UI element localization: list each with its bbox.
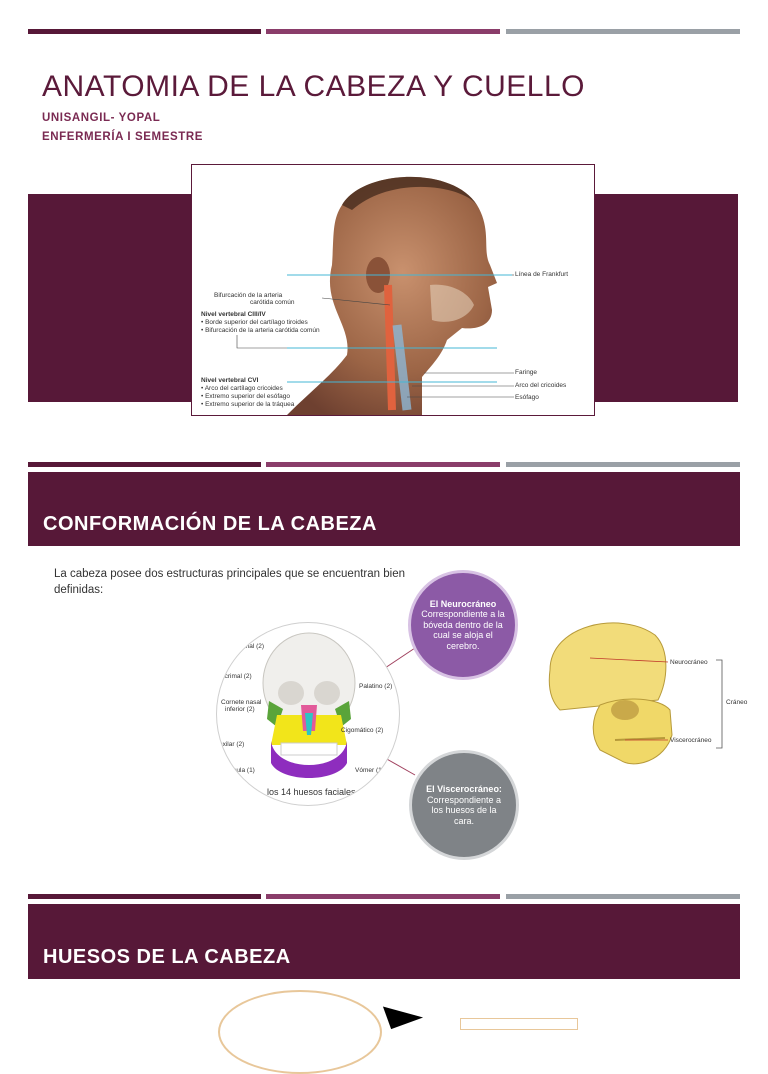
label-nivel-c3: Nivel vertebral CIII/IV [201,311,266,318]
label-side-viscero: Viscerocráneo [670,737,712,744]
label-c3-item-1: • Borde superior del cartílago tiroides [201,319,308,326]
subtitle-institution: UNISANGIL- YOPAL [42,112,161,124]
neurocraneo-text: Correspondiente a la bóveda dentro de la cual se aloja el cerebro. [421,609,505,651]
label-side-craneo: Cráneo [726,699,748,706]
stripe-plum-3 [28,894,261,899]
label-c3-item-2: • Bifurcación de la arteria carótida común [201,327,320,334]
label-nivel-c6: Nivel vertebral CVI [201,377,259,384]
label-vomer: Vómer (1) [355,767,384,774]
section-2-title: CONFORMACIÓN DE LA CABEZA [43,513,377,535]
label-palatino: Palatino (2) [359,683,393,690]
stripe-magenta-3 [266,894,500,899]
bottom-oval-shape [218,990,382,1074]
stripe-magenta-top [266,29,500,34]
label-c6-item-2: • Extremo superior del esófago [201,393,290,400]
label-c6-item-3: • Extremo superior de la tráquea [201,401,295,408]
skull-side-illustration [530,610,752,790]
label-c6-item-1: • Arco del cartílago cricoides [201,385,283,392]
section-3-title: HUESOS DE LA CABEZA [43,946,291,968]
page-title: ANATOMIA DE LA CABEZA Y CUELLO [42,70,585,103]
label-bifurcation-1: Bifurcación de la arteria [214,292,283,299]
skull-side-figure [530,610,752,790]
viscerocraneo-head: El Viscerocráneo: [426,784,502,794]
bottom-box-shape [460,1018,578,1030]
facial-bones-figure [216,622,400,806]
stripe-gray-3 [506,894,740,899]
viscerocraneo-circle [409,750,519,860]
viscerocraneo-text: Correspondiente a los huesos de la cara. [426,794,502,826]
label-cornete: Cornete nasal [221,699,262,706]
neurocraneo-circle [408,570,518,680]
subtitle-course: ENFERMERÍA I SEMESTRE [42,131,204,143]
label-maxilar: axilar (2) [219,741,245,748]
label-side-neuro: Neurocráneo [670,659,708,666]
stripe-gray-2 [506,462,740,467]
label-arco-cricoides: Arco del cricoides [515,382,567,389]
label-mandibula: íbula (1) [231,767,255,774]
label-cigomatico: Cigomático (2) [341,727,384,734]
label-bifurcation-2: carótida común [250,299,295,306]
section-2-intro: La cabeza posee dos estructuras principales que se encuentran bien definidas: [54,568,405,596]
neck-anatomy-figure [191,164,595,416]
stripe-magenta-2 [266,462,500,467]
stripe-plum-top [28,29,261,34]
label-caption-14: los 14 huesos faciales [267,787,356,797]
label-frankfurt: Línea de Frankfurt [515,271,569,278]
label-faringe: Faringe [515,369,538,376]
label-esofago: Esófago [515,394,539,401]
label-inferior: inferior (2) [225,706,255,713]
neurocraneo-head: El Neurocráneo [429,598,497,609]
stripe-gray-top [506,29,740,34]
label-lagrimal: agrimal (2) [233,643,265,650]
label-lacrimal: acrimal (2) [221,673,252,680]
stripe-plum-2 [28,462,261,467]
